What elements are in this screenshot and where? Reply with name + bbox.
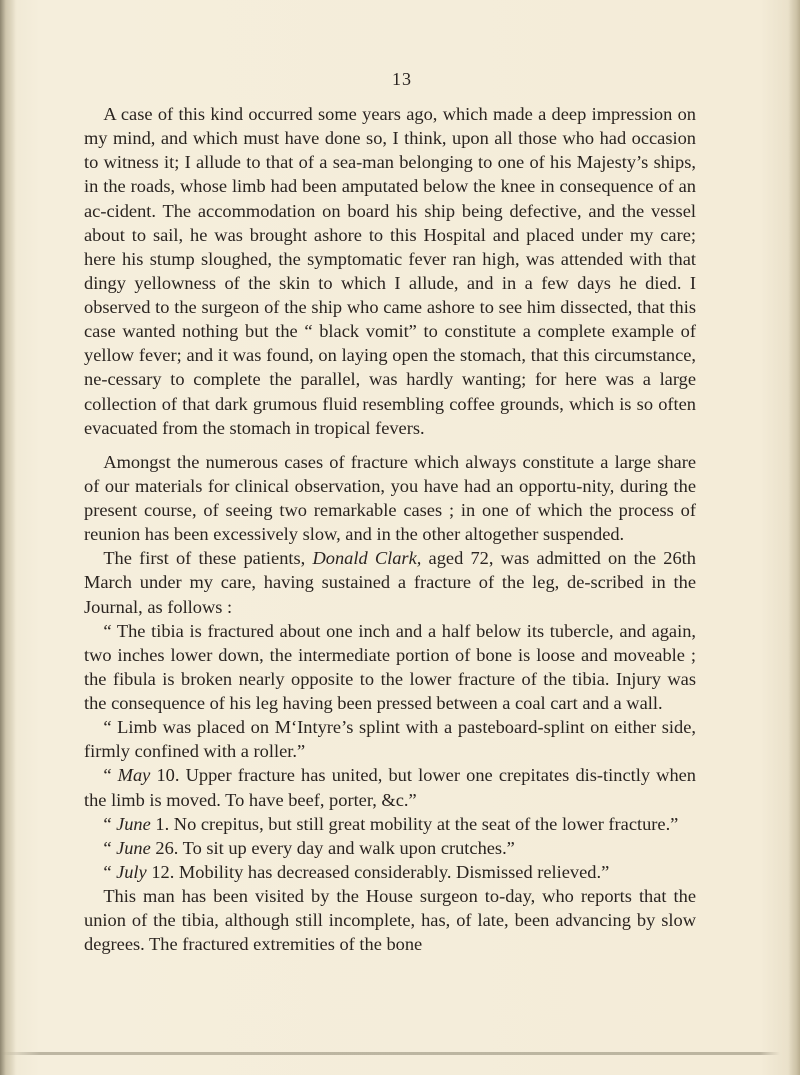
entry-text: 26. To sit up every day and walk upon crutches.” (150, 837, 515, 858)
journal-entry-may-10 (84, 763, 696, 811)
page-number: 13 (392, 69, 412, 89)
page-binding-shadow (0, 0, 16, 1075)
entry-date: June (116, 813, 151, 834)
paragraph-journal-splint: “ Limb was placed on M‘Intyre’s splint with a pasteboard-splint on either side, firmly confined with a roller.” (84, 717, 696, 762)
paragraph-fracture-cases: Amongst the numerous cases of fracture which always constitute a large share of our materials for clinical observation, you have had an opportu-nity, during the present course, of seeing two remarkable cases ; in one of which the process of reunion has been excessively slow, and in the other altogether suspended. (84, 451, 696, 545)
entry-date: July (116, 861, 147, 882)
entry-text: 1. No crepitus, but still great mobility at the seat of the lower fracture.” (150, 813, 679, 834)
page-bottom-rule (0, 1052, 780, 1055)
paragraph-journal-tibia: “ The tibia is fractured about one inch and a half below its tubercle, and again, two inches lower down, the intermediate portion of bone is loose and moveable ; the fibula is broken nearly opposite to the lower fracture of the tibia. Injury was the consequence of his leg having been pressed between a coal cart and a wall. (84, 620, 696, 713)
patient-intro-text: The first of these patients, (103, 548, 313, 569)
body-text (84, 102, 696, 956)
quote-open: “ (103, 813, 117, 834)
entry-text: 10. Upper fracture has united, but lower one crepitates dis-tinctly when the limb is moved. To have beef, porter, &c.” (84, 765, 697, 810)
paragraph-donald-clark (84, 546, 696, 618)
patient-details-text: aged 72, was admitted on the 26th March under my care, having sustained a fracture of the leg, de-scribed in the Journal, as follows : (84, 548, 696, 617)
quote-open: “ (103, 837, 117, 858)
entry-text: 12. Mobility has decreased considerably. Dismissed relieved.” (146, 861, 610, 882)
quote-open: “ (103, 765, 118, 786)
journal-entry-july-12 (84, 860, 696, 884)
paragraph-gap (84, 440, 696, 450)
journal-entry-june-1 (84, 812, 696, 836)
paragraph-seaman-case: A case of this kind occurred some years ago, which made a deep impression on my mind, and which must have done so, I think, upon all those who had occasion to witness it; I allude to that of a sea-man belonging to one of his Majesty’s ships, in the roads, whose limb had been amputated below the knee in consequence of an ac-cident. The accommodation on board his ship being defective, and the vessel about to sail, he was brought ashore to this Hospital and placed under my care; here his stump sloughed, the symptomatic fever ran high, was attended with that dingy yellowness of the skin to which I allude, and in a few days he died. I observed to the surgeon of the ship who came ashore to see him dissected, that this case wanted nothing but the “ black vomit” to constitute a complete example of yellow fever; and it was found, on laying open the stomach, that this circumstance, ne-cessary to complete the parallel, was hardly wanting; for here was a large collection of that dark grumous fluid resembling coffee grounds, which is so often evacuated from the stomach in tropical fevers. (84, 104, 696, 438)
entry-date: June (116, 837, 151, 858)
patient-name: Donald Clark, (312, 548, 422, 569)
page-edge-shadow (788, 0, 800, 1075)
journal-entry-june-26 (84, 836, 696, 860)
quote-open: “ (103, 861, 117, 882)
entry-date: May (117, 765, 151, 786)
paragraph-house-surgeon-report: This man has been visited by the House surgeon to-day, who reports that the union of the tibia, although still incomplete, has, of late, been advancing by slow degrees. The fractured extremities of the bone (84, 886, 696, 955)
